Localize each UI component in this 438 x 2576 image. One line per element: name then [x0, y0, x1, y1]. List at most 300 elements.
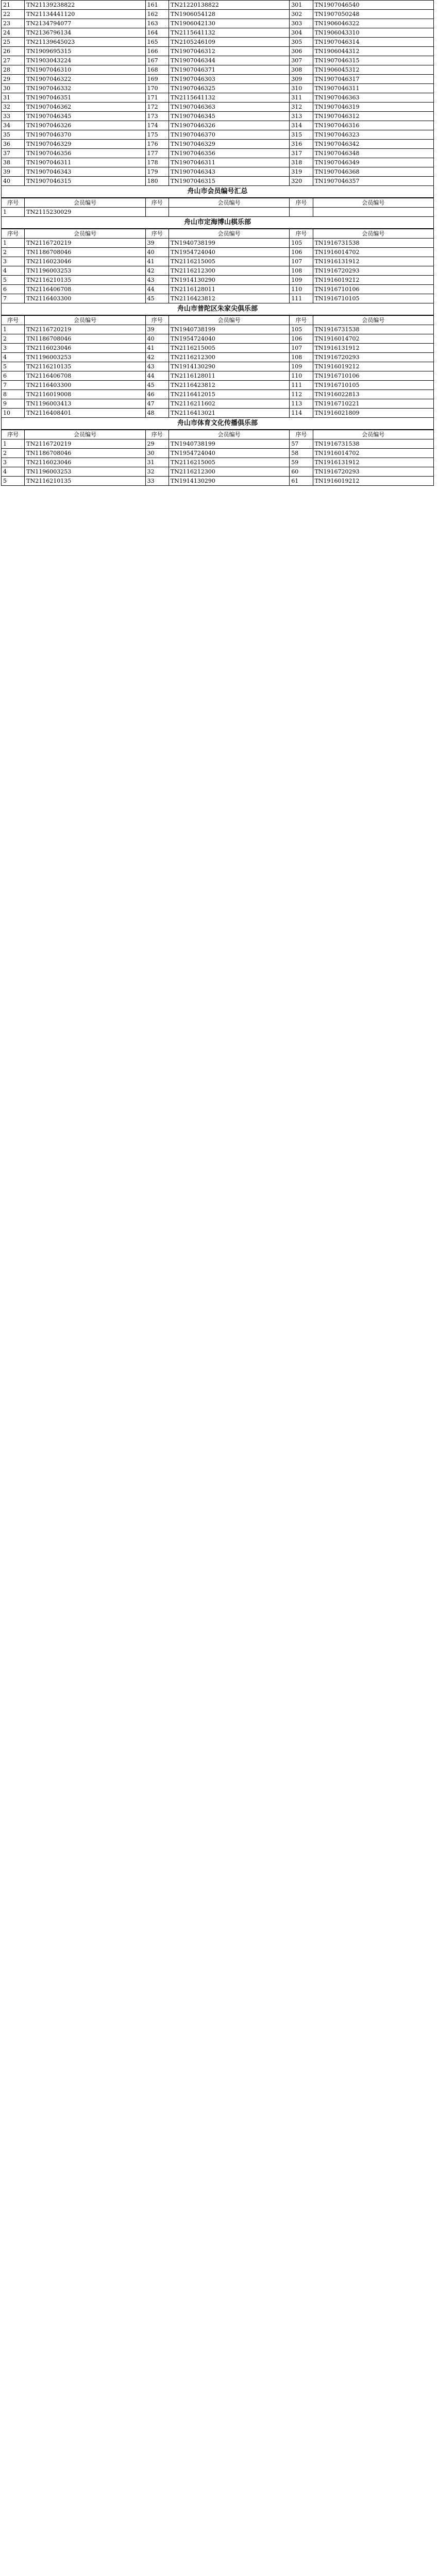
seq-cell: 1: [2, 208, 25, 217]
seq-cell: 44: [145, 371, 169, 381]
seq-cell: 161: [145, 1, 169, 10]
member-no-cell: TN1907046332: [25, 84, 145, 93]
seq-cell: 180: [145, 177, 169, 186]
member-no-cell: TN1909695315: [25, 47, 145, 56]
member-no-cell: TN1916131912: [313, 458, 433, 467]
seq-cell: 309: [290, 75, 313, 84]
seq-cell: 37: [2, 149, 25, 158]
seq-cell: 112: [290, 390, 313, 399]
section-heading-dinghai: 舟山市定海博山棋乐部: [1, 217, 434, 229]
member-list-document: [1, 0, 434, 486]
seq-cell: 311: [290, 93, 313, 103]
member-no-cell: TN1907046370: [25, 130, 145, 140]
seq-cell: 38: [2, 158, 25, 167]
member-no-cell: TN1907046344: [169, 56, 289, 65]
member-no-cell: TN1954724040: [169, 449, 289, 458]
header-member-no: 会员编号: [313, 430, 433, 439]
seq-cell: 8: [2, 390, 25, 399]
member-no-cell: TN1907046356: [25, 149, 145, 158]
member-no-cell: TN1916720293: [313, 467, 433, 477]
member-no-cell: TN1916710106: [313, 285, 433, 294]
seq-cell: 171: [145, 93, 169, 103]
member-no-cell: TN1907046371: [169, 65, 289, 75]
table-row: [2, 10, 434, 19]
member-no-cell: TN1907046343: [25, 167, 145, 177]
putuo-member-table: [1, 315, 434, 418]
seq-cell: 48: [145, 409, 169, 418]
member-no-cell: TN1916131912: [313, 257, 433, 266]
member-no-cell: TN1186708046: [25, 449, 145, 458]
member-no-cell: TN1907046311: [169, 158, 289, 167]
seq-cell: 164: [145, 28, 169, 38]
member-no-cell: TN2116406708: [25, 371, 145, 381]
seq-cell: 33: [2, 112, 25, 121]
header-member-no: 会员编号: [313, 229, 433, 239]
seq-cell: 111: [290, 294, 313, 303]
table-row: [2, 449, 434, 458]
member-no-cell: TN1916731538: [313, 439, 433, 449]
member-no-cell: TN1907046329: [169, 140, 289, 149]
table-header-row: [2, 229, 434, 239]
member-no-cell: TN1907046363: [313, 93, 433, 103]
seq-cell: 31: [2, 93, 25, 103]
member-no-cell: TN1907046315: [169, 177, 289, 186]
seq-cell: 26: [2, 47, 25, 56]
member-no-cell: TN1907046540: [313, 1, 433, 10]
seq-cell: 172: [145, 103, 169, 112]
seq-cell: 173: [145, 112, 169, 121]
member-no-cell: TN2116023046: [25, 458, 145, 467]
seq-cell: 24: [2, 28, 25, 38]
seq-cell: 6: [2, 371, 25, 381]
seq-cell: 313: [290, 112, 313, 121]
seq-cell: 34: [2, 121, 25, 130]
member-no-cell: TN2134794077: [25, 19, 145, 28]
seq-cell: 114: [290, 409, 313, 418]
table-header-row: [2, 316, 434, 325]
seq-cell: 5: [2, 276, 25, 285]
member-no-cell: TN1907046351: [25, 93, 145, 103]
member-no-cell: TN1906046322: [313, 19, 433, 28]
header-member-no: 会员编号: [169, 430, 289, 439]
member-no-cell: TN1196003253: [25, 266, 145, 276]
header-seq: 序号: [145, 198, 169, 208]
member-no-cell: TN2116210135: [25, 362, 145, 371]
seq-cell: 318: [290, 158, 313, 167]
seq-cell: 61: [290, 477, 313, 486]
member-no-cell: TN2116212300: [169, 467, 289, 477]
member-no-cell: TN1907046357: [313, 177, 433, 186]
member-no-cell: TN1907046312: [169, 47, 289, 56]
member-no-cell: TN2116211602: [169, 399, 289, 409]
member-no-cell: TN2116403300: [25, 381, 145, 390]
table-row: [2, 467, 434, 477]
member-no-cell: TN1906054128: [169, 10, 289, 19]
table-header-row: [2, 430, 434, 439]
member-no-cell: TN2116403300: [25, 294, 145, 303]
table-row: [2, 158, 434, 167]
seq-cell: 46: [145, 390, 169, 399]
table-row: [2, 276, 434, 285]
seq-cell: 43: [145, 362, 169, 371]
seq-cell: 301: [290, 1, 313, 10]
member-no-cell: TN1907046368: [313, 167, 433, 177]
seq-cell: 162: [145, 10, 169, 19]
member-no-cell: TN1907046317: [313, 75, 433, 84]
member-no-cell: TN1916710221: [313, 399, 433, 409]
member-no-cell: TN1907046319: [313, 103, 433, 112]
table-row: [2, 334, 434, 344]
table-row: [2, 399, 434, 409]
member-no-cell: TN1186708046: [25, 248, 145, 257]
member-no-cell: TN1907046303: [169, 75, 289, 84]
seq-cell: 22: [2, 10, 25, 19]
seq-cell: 306: [290, 47, 313, 56]
seq-cell: 58: [290, 449, 313, 458]
member-no-cell: TN1916710105: [313, 381, 433, 390]
member-no-cell: TN1907046343: [169, 167, 289, 177]
seq-cell: [290, 208, 313, 217]
table-row: [2, 390, 434, 399]
table-row: [2, 149, 434, 158]
seq-cell: 32: [2, 103, 25, 112]
member-no-cell: TN1916014702: [313, 334, 433, 344]
member-no-cell: TN1907046315: [25, 177, 145, 186]
seq-cell: 3: [2, 344, 25, 353]
member-no-cell: TN1907046362: [25, 103, 145, 112]
seq-cell: 302: [290, 10, 313, 19]
seq-cell: 21: [2, 1, 25, 10]
seq-cell: 2: [2, 248, 25, 257]
seq-cell: 316: [290, 140, 313, 149]
seq-cell: 41: [145, 257, 169, 266]
member-no-cell: TN1916019212: [313, 276, 433, 285]
table-row: [2, 19, 434, 28]
member-no-cell: TN2116215005: [169, 257, 289, 266]
member-no-cell: TN1916710105: [313, 294, 433, 303]
seq-cell: 310: [290, 84, 313, 93]
member-no-cell: TN1907046345: [25, 112, 145, 121]
seq-cell: 5: [2, 477, 25, 486]
seq-cell: 106: [290, 334, 313, 344]
seq-cell: 30: [2, 84, 25, 93]
seq-cell: 35: [2, 130, 25, 140]
table-row: [2, 477, 434, 486]
header-member-no: 会员编号: [169, 229, 289, 239]
member-no-cell: TN2116215005: [169, 458, 289, 467]
member-no-cell: TN2136796134: [25, 28, 145, 38]
table-row: [2, 257, 434, 266]
table-row: [2, 84, 434, 93]
table-row: [2, 409, 434, 418]
seq-cell: 10: [2, 409, 25, 418]
member-no-cell: TN1940738199: [169, 239, 289, 248]
seq-cell: 106: [290, 248, 313, 257]
seq-cell: 36: [2, 140, 25, 149]
member-no-cell: TN1906043310: [313, 28, 433, 38]
member-no-cell: TN1907046315: [313, 56, 433, 65]
seq-cell: 304: [290, 28, 313, 38]
member-no-cell: TN1907046310: [25, 65, 145, 75]
culture-member-table: [1, 430, 434, 486]
seq-cell: 40: [145, 334, 169, 344]
member-no-cell: TN1907046348: [313, 149, 433, 158]
seq-cell: 6: [2, 285, 25, 294]
member-no-cell: TN1907046329: [25, 140, 145, 149]
seq-cell: 3: [2, 458, 25, 467]
member-no-cell: TN1907046325: [169, 84, 289, 93]
seq-cell: 107: [290, 257, 313, 266]
seq-cell: 314: [290, 121, 313, 130]
member-no-cell: TN1916014702: [313, 248, 433, 257]
seq-cell: 40: [2, 177, 25, 186]
seq-cell: 315: [290, 130, 313, 140]
member-no-cell: TN1940738199: [169, 439, 289, 449]
seq-cell: 111: [290, 381, 313, 390]
seq-cell: 45: [145, 381, 169, 390]
member-no-cell: TN1916720293: [313, 353, 433, 362]
member-no-cell: [313, 208, 433, 217]
member-no-cell: TN2116019008: [25, 390, 145, 399]
member-no-cell: TN1907046356: [169, 149, 289, 158]
member-no-cell: TN1907046311: [313, 84, 433, 93]
seq-cell: 1: [2, 239, 25, 248]
table-row: [2, 344, 434, 353]
member-no-cell: TN1907046314: [313, 38, 433, 47]
member-no-cell: TN2116210135: [25, 276, 145, 285]
seq-cell: 7: [2, 294, 25, 303]
seq-cell: 59: [290, 458, 313, 467]
member-no-cell: TN1916021809: [313, 409, 433, 418]
seq-cell: 176: [145, 140, 169, 149]
header-seq: 序号: [290, 430, 313, 439]
header-member-no: 会员编号: [313, 316, 433, 325]
member-no-cell: TN2105246109: [169, 38, 289, 47]
table-row: [2, 381, 434, 390]
member-no-cell: TN1196003253: [25, 467, 145, 477]
member-no-cell: TN2116423812: [169, 381, 289, 390]
member-no-cell: TN1907046326: [25, 121, 145, 130]
header-seq: 序号: [145, 430, 169, 439]
seq-cell: 28: [2, 65, 25, 75]
seq-cell: 42: [145, 266, 169, 276]
table-row: [2, 248, 434, 257]
table-row: [2, 371, 434, 381]
member-no-cell: TN2116128011: [169, 285, 289, 294]
seq-cell: 30: [145, 449, 169, 458]
member-no-cell: TN2116023046: [25, 344, 145, 353]
member-no-cell: TN1916710106: [313, 371, 433, 381]
member-no-cell: TN2116406708: [25, 285, 145, 294]
header-seq: 序号: [2, 229, 25, 239]
header-member-no: 会员编号: [313, 198, 433, 208]
seq-cell: 1: [2, 325, 25, 334]
seq-cell: 107: [290, 344, 313, 353]
header-seq: 序号: [290, 198, 313, 208]
member-no-cell: TN2115230029: [25, 208, 145, 217]
seq-cell: 32: [145, 467, 169, 477]
seq-cell: 175: [145, 130, 169, 140]
seq-cell: 7: [2, 381, 25, 390]
seq-cell: 1: [2, 439, 25, 449]
member-no-cell: TN1907046370: [169, 130, 289, 140]
seq-cell: 31: [145, 458, 169, 467]
seq-cell: 47: [145, 399, 169, 409]
member-no-cell: TN1196003413: [25, 399, 145, 409]
seq-cell: [145, 208, 169, 217]
member-no-cell: TN1907046316: [313, 121, 433, 130]
seq-cell: 305: [290, 38, 313, 47]
member-no-cell: TN1916131912: [313, 344, 433, 353]
table-row: [2, 140, 434, 149]
table-row: [2, 208, 434, 217]
header-member-no: 会员编号: [169, 198, 289, 208]
table-row: [2, 177, 434, 186]
table-row: [2, 239, 434, 248]
seq-cell: 108: [290, 353, 313, 362]
seq-cell: 109: [290, 362, 313, 371]
member-no-cell: TN1916014702: [313, 449, 433, 458]
member-no-cell: TN1906044312: [313, 47, 433, 56]
seq-cell: 39: [145, 239, 169, 248]
table-row: [2, 38, 434, 47]
section-heading-culture: 舟山市体育文化传播俱乐部: [1, 418, 434, 430]
member-no-cell: TN1954724040: [169, 248, 289, 257]
member-no-cell: TN21134441120: [25, 10, 145, 19]
member-no-cell: TN2116423812: [169, 294, 289, 303]
seq-cell: 320: [290, 177, 313, 186]
member-no-cell: TN2116720219: [25, 325, 145, 334]
table-row: [2, 103, 434, 112]
seq-cell: 57: [290, 439, 313, 449]
member-no-cell: TN21139645023: [25, 38, 145, 47]
member-no-cell: TN1906045312: [313, 65, 433, 75]
member-no-cell: TN2116128011: [169, 371, 289, 381]
header-seq: 序号: [290, 316, 313, 325]
member-no-cell: TN2116215005: [169, 344, 289, 353]
seq-cell: 29: [145, 439, 169, 449]
top-member-table: [1, 0, 434, 186]
seq-cell: 312: [290, 103, 313, 112]
table-row: [2, 65, 434, 75]
table-row: [2, 167, 434, 177]
member-no-cell: TN1907046345: [169, 112, 289, 121]
member-no-cell: TN1907046322: [25, 75, 145, 84]
member-no-cell: TN1903043224: [25, 56, 145, 65]
member-no-cell: TN1907046323: [313, 130, 433, 140]
seq-cell: 9: [2, 399, 25, 409]
seq-cell: 4: [2, 467, 25, 477]
table-row: [2, 93, 434, 103]
header-member-no: 会员编号: [25, 316, 145, 325]
seq-cell: 2: [2, 334, 25, 344]
dinghai-member-table: [1, 229, 434, 303]
member-no-cell: TN2116210135: [25, 477, 145, 486]
seq-cell: 33: [145, 477, 169, 486]
section-heading-putuo: 舟山市普陀区朱家尖俱乐部: [1, 303, 434, 315]
seq-cell: 165: [145, 38, 169, 47]
seq-cell: 4: [2, 266, 25, 276]
seq-cell: 179: [145, 167, 169, 177]
member-no-cell: TN1196003253: [25, 353, 145, 362]
seq-cell: 174: [145, 121, 169, 130]
seq-cell: 168: [145, 65, 169, 75]
member-no-cell: [169, 208, 289, 217]
table-row: [2, 1, 434, 10]
seq-cell: 2: [2, 449, 25, 458]
seq-cell: 60: [290, 467, 313, 477]
seq-cell: 39: [145, 325, 169, 334]
member-no-cell: TN2115641132: [169, 93, 289, 103]
member-no-cell: TN1914130290: [169, 276, 289, 285]
header-seq: 序号: [145, 316, 169, 325]
table-row: [2, 266, 434, 276]
seq-cell: 178: [145, 158, 169, 167]
summary-member-table: [1, 198, 434, 217]
member-no-cell: TN2116720219: [25, 439, 145, 449]
seq-cell: 40: [145, 248, 169, 257]
seq-cell: 163: [145, 19, 169, 28]
member-no-cell: TN1916022813: [313, 390, 433, 399]
member-no-cell: TN1916720293: [313, 266, 433, 276]
table-row: [2, 56, 434, 65]
header-member-no: 会员编号: [25, 198, 145, 208]
seq-cell: 42: [145, 353, 169, 362]
seq-cell: 166: [145, 47, 169, 56]
table-row: [2, 439, 434, 449]
seq-cell: 39: [2, 167, 25, 177]
seq-cell: 108: [290, 266, 313, 276]
member-no-cell: TN1907046349: [313, 158, 433, 167]
member-no-cell: TN2115641132: [169, 28, 289, 38]
member-no-cell: TN1907046311: [25, 158, 145, 167]
member-no-cell: TN1914130290: [169, 362, 289, 371]
header-seq: 序号: [2, 316, 25, 325]
seq-cell: 167: [145, 56, 169, 65]
header-seq: 序号: [290, 229, 313, 239]
member-no-cell: TN1186708046: [25, 334, 145, 344]
member-no-cell: TN1907046342: [313, 140, 433, 149]
member-no-cell: TN2116412015: [169, 390, 289, 399]
member-no-cell: TN1916019212: [313, 477, 433, 486]
member-no-cell: TN1916019212: [313, 362, 433, 371]
member-no-cell: TN1916731538: [313, 325, 433, 334]
header-seq: 序号: [145, 229, 169, 239]
table-row: [2, 112, 434, 121]
member-no-cell: TN21220138822: [169, 1, 289, 10]
member-no-cell: TN2116408401: [25, 409, 145, 418]
member-no-cell: TN1914130290: [169, 477, 289, 486]
member-no-cell: TN1906042130: [169, 19, 289, 28]
member-no-cell: TN1907046312: [313, 112, 433, 121]
table-row: [2, 353, 434, 362]
header-member-no: 会员编号: [25, 229, 145, 239]
member-no-cell: TN1916731538: [313, 239, 433, 248]
table-row: [2, 47, 434, 56]
table-row: [2, 285, 434, 294]
member-no-cell: TN1907046363: [169, 103, 289, 112]
table-row: [2, 458, 434, 467]
seq-cell: 110: [290, 371, 313, 381]
table-row: [2, 294, 434, 303]
table-header-row: [2, 198, 434, 208]
seq-cell: 307: [290, 56, 313, 65]
seq-cell: 105: [290, 239, 313, 248]
table-row: [2, 121, 434, 130]
seq-cell: 5: [2, 362, 25, 371]
seq-cell: 303: [290, 19, 313, 28]
table-row: [2, 130, 434, 140]
